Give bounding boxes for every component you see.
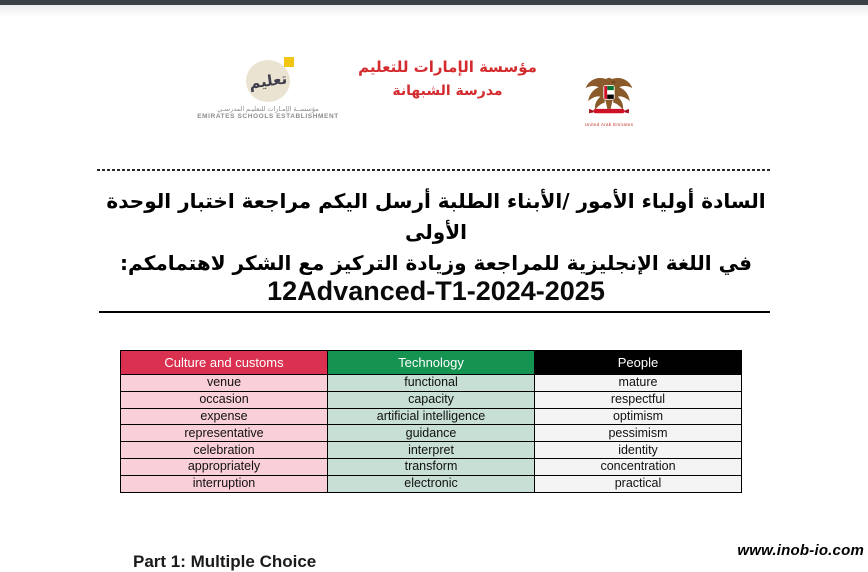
table-row [121,458,742,475]
vocab-cell: functional [328,375,535,392]
notice-line-1: السادة أولياء الأمور /الأبناء الطلبة أرسل اليكم مراجعة اختبار الوحدة الأولى [106,189,766,244]
vocab-cell: representative [121,425,328,442]
esa-logo [193,60,343,120]
table-row [121,391,742,408]
organization-name: مؤسسة الإمارات للتعليم [358,58,537,76]
column-header-1: Culture and customs [121,351,328,375]
esa-logo-circle [246,60,290,102]
notice-line-2: في اللغة الإنجليزية للمراجعة وزيادة التركيز مع الشكر لاهتمامكم: [120,251,752,275]
vocab-cell: venue [121,375,328,392]
uae-emblem-caption: United Arab Emirates [584,122,634,127]
vocab-cell: transform [328,458,535,475]
vocab-cell: interruption [121,475,328,492]
vocab-cell: capacity [328,391,535,408]
vocab-cell: optimism [535,408,742,425]
table-row [121,475,742,492]
vocab-cell: identity [535,442,742,459]
vocab-cell: electronic [328,475,535,492]
uae-emblem [583,74,635,127]
vocab-cell: practical [535,475,742,492]
esa-english-name: EMIRATES SCHOOLS ESTABLISHMENT [197,113,339,120]
vocab-cell: occasion [121,391,328,408]
vocab-cell: interpret [328,442,535,459]
table-row [121,408,742,425]
column-header-3: People [535,351,742,375]
school-name-block [335,58,560,99]
dashed-separator [97,169,770,171]
vocabulary-table [120,350,742,493]
table-row [121,375,742,392]
vocab-cell: appropriately [121,458,328,475]
school-name: مدرسة الشبهانة [392,83,503,99]
document-title: 12Advanced-T1-2024-2025 [267,276,605,306]
notice-paragraph [95,186,777,279]
table-header-row [121,351,742,375]
vocab-cell: concentration [535,458,742,475]
vocab-cell: mature [535,375,742,392]
table-row [121,442,742,459]
page-top-fade [0,5,868,17]
column-header-2: Technology [328,351,535,375]
table-row [121,425,742,442]
taleem-calligraphy: تعليم [247,69,289,93]
vocab-cell: guidance [328,425,535,442]
vocab-cell: celebration [121,442,328,459]
vocab-cell: expense [121,408,328,425]
esa-yellow-square [284,57,294,67]
vocab-cell: artificial intelligence [328,408,535,425]
title-underline [99,311,770,313]
watermark-url: www.inob-io.com [737,542,864,559]
esa-arabic-name: مؤسســة الإمـارات للتعليـم المدرسـي [217,106,319,113]
vocab-cell: respectful [535,391,742,408]
uae-falcon-icon [583,74,635,116]
next-section-heading: Part 1: Multiple Choice [133,552,317,571]
vocab-cell: pessimism [535,425,742,442]
